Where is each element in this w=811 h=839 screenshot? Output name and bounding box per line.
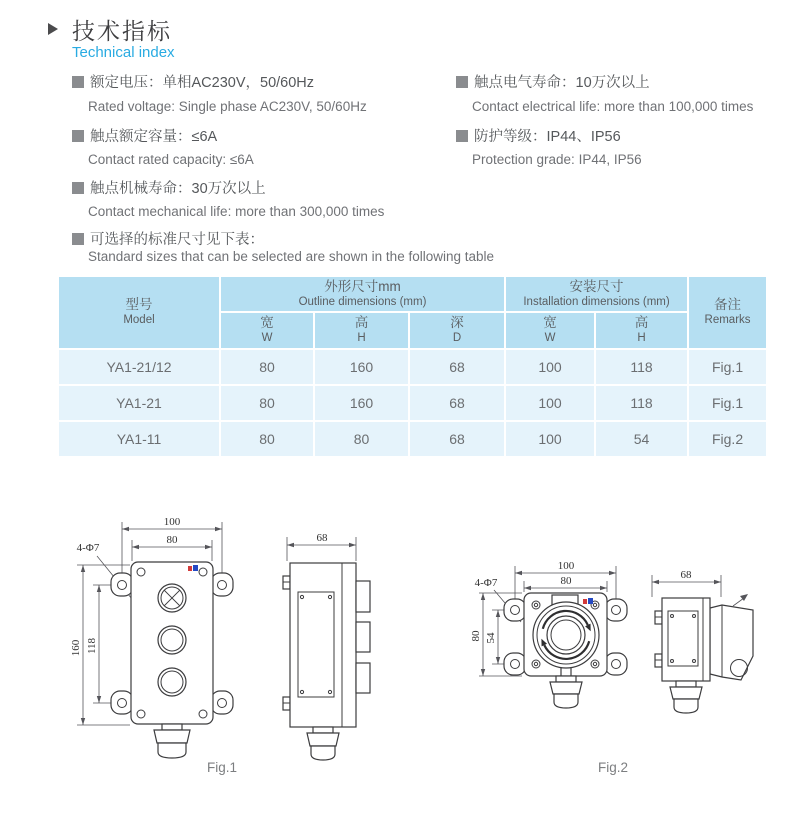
cell-remark: Fig.2 (688, 421, 767, 457)
page-title-zh: 技术指标 (72, 18, 172, 44)
mounting-ear (504, 653, 526, 675)
cell-h: 160 (314, 385, 409, 421)
cell-iw: 100 (505, 385, 595, 421)
section-arrow-icon (48, 23, 58, 35)
spec-standard-sizes-zh (72, 228, 264, 249)
table-row (58, 421, 767, 457)
fig2-dim-80h: 80 (470, 630, 482, 642)
fig1-label: Fig.1 (206, 760, 237, 775)
fig1-dim-118: 118 (86, 637, 98, 655)
cell-remark: Fig.1 (688, 349, 767, 385)
spec-text: 额定电压：单相AC230V，50/60Hz (90, 75, 315, 91)
spec-rated-capacity-en: Contact rated capacity: ≤6A (88, 152, 254, 167)
cell-model: YA1-21 (58, 385, 220, 421)
cell-ih: 54 (595, 421, 688, 457)
enclosure-side-body (290, 563, 356, 727)
cell-d: 68 (409, 385, 505, 421)
brand-logo-icon (588, 598, 593, 604)
cell-ih: 118 (595, 385, 688, 421)
spec-elec-life-zh (456, 71, 650, 92)
brand-logo-icon (583, 599, 587, 604)
fig2-dim-68: 68 (680, 569, 692, 581)
spec-protection-en: Protection grade: IP44, IP56 (472, 152, 642, 167)
fig2-side-view-drawing (640, 550, 785, 725)
spec-text: 触点机械寿命：30万次以上 (90, 181, 266, 197)
mounting-ear (211, 691, 233, 714)
button-side-profile (356, 581, 370, 612)
enclosure-body (131, 562, 213, 724)
cell-d: 68 (409, 349, 505, 385)
fig1-front-view-drawing (70, 515, 300, 775)
table-row (58, 349, 767, 385)
spec-rated-voltage-zh (72, 71, 314, 92)
col-header-h2: 高 H (595, 312, 688, 349)
cell-model: YA1-21/12 (58, 349, 220, 385)
button-side-profile (356, 663, 370, 693)
spec-rated-capacity-zh (72, 125, 217, 146)
spec-protection-zh (456, 125, 621, 146)
mounting-ear (111, 573, 133, 596)
mounting-ear (605, 599, 627, 621)
col-header-d: 深 D (409, 312, 505, 349)
square-bullet-icon (72, 233, 84, 245)
col-header-w2: 宽 W (505, 312, 595, 349)
table-row (58, 385, 767, 421)
dimensions-table (57, 275, 768, 458)
mounting-ear (111, 691, 133, 714)
spec-text: 防护等级：IP44、IP56 (474, 129, 621, 145)
fig1-side-view-drawing (270, 515, 405, 775)
square-bullet-icon (72, 76, 84, 88)
col-header-h1: 高 H (314, 312, 409, 349)
button-side-profile (356, 622, 370, 652)
fig1-dim-100: 100 (163, 516, 181, 528)
estop-mushroom (547, 616, 585, 654)
spec-text: 触点额定容量：≤6A (90, 129, 218, 145)
mounting-ear (504, 599, 526, 621)
col-header-remarks: 备注 Remarks (688, 276, 767, 349)
square-bullet-icon (456, 130, 468, 142)
spec-text: 可选择的标准尺寸见下表： (90, 232, 264, 248)
col-header-outline: 外形尺寸mm Outline dimensions (mm) (220, 276, 505, 312)
cell-remark: Fig.1 (688, 385, 767, 421)
spec-standard-sizes-en: Standard sizes that can be selected are shown in the following table (88, 249, 495, 264)
fig1-dim-hole: 4-Φ7 (76, 542, 100, 554)
col-header-model: 型号 Model (58, 276, 220, 349)
cell-iw: 100 (505, 421, 595, 457)
fig2-label: Fig.2 (597, 760, 628, 775)
brand-logo-icon (188, 566, 192, 571)
cable-gland (313, 727, 333, 733)
fig1-dim-68: 68 (316, 532, 328, 544)
square-bullet-icon (456, 76, 468, 88)
spec-mech-life-en: Contact mechanical life: more than 300,000 times (88, 204, 385, 219)
cell-ih: 118 (595, 349, 688, 385)
mounting-ear (605, 653, 627, 675)
square-bullet-icon (72, 182, 84, 194)
spec-elec-life-en: Contact electrical life: more than 100,000 times (472, 99, 754, 114)
cell-w: 80 (220, 385, 314, 421)
fig1-dim-160: 160 (70, 639, 82, 657)
estop-side-profile (710, 605, 753, 680)
cell-iw: 100 (505, 349, 595, 385)
fig2-dim-54: 54 (485, 632, 497, 644)
col-header-installation: 安装尺寸 Installation dimensions (mm) (505, 276, 688, 312)
cell-w: 80 (220, 349, 314, 385)
square-bullet-icon (72, 130, 84, 142)
fig2-dim-100: 100 (557, 560, 575, 572)
fig2-front-view-drawing (450, 540, 650, 725)
cable-gland (162, 724, 182, 730)
mounting-ear (211, 573, 233, 596)
cable-gland (676, 681, 696, 687)
fig1-dim-80: 80 (166, 534, 178, 546)
cell-w: 80 (220, 421, 314, 457)
cable-gland (556, 676, 576, 682)
cell-h: 160 (314, 349, 409, 385)
col-header-w1: 宽 W (220, 312, 314, 349)
spec-mech-life-zh (72, 177, 266, 198)
page-title-en: Technical index (72, 44, 175, 61)
brand-logo-icon (193, 565, 198, 571)
cell-h: 80 (314, 421, 409, 457)
cell-d: 68 (409, 421, 505, 457)
fig2-dim-80w: 80 (560, 575, 572, 587)
spec-text: 触点电气寿命：10万次以上 (474, 75, 650, 91)
fig2-dim-hole: 4-Φ7 (474, 577, 498, 589)
spec-rated-voltage-en: Rated voltage: Single phase AC230V, 50/60Hz (88, 99, 367, 114)
cell-model: YA1-11 (58, 421, 220, 457)
